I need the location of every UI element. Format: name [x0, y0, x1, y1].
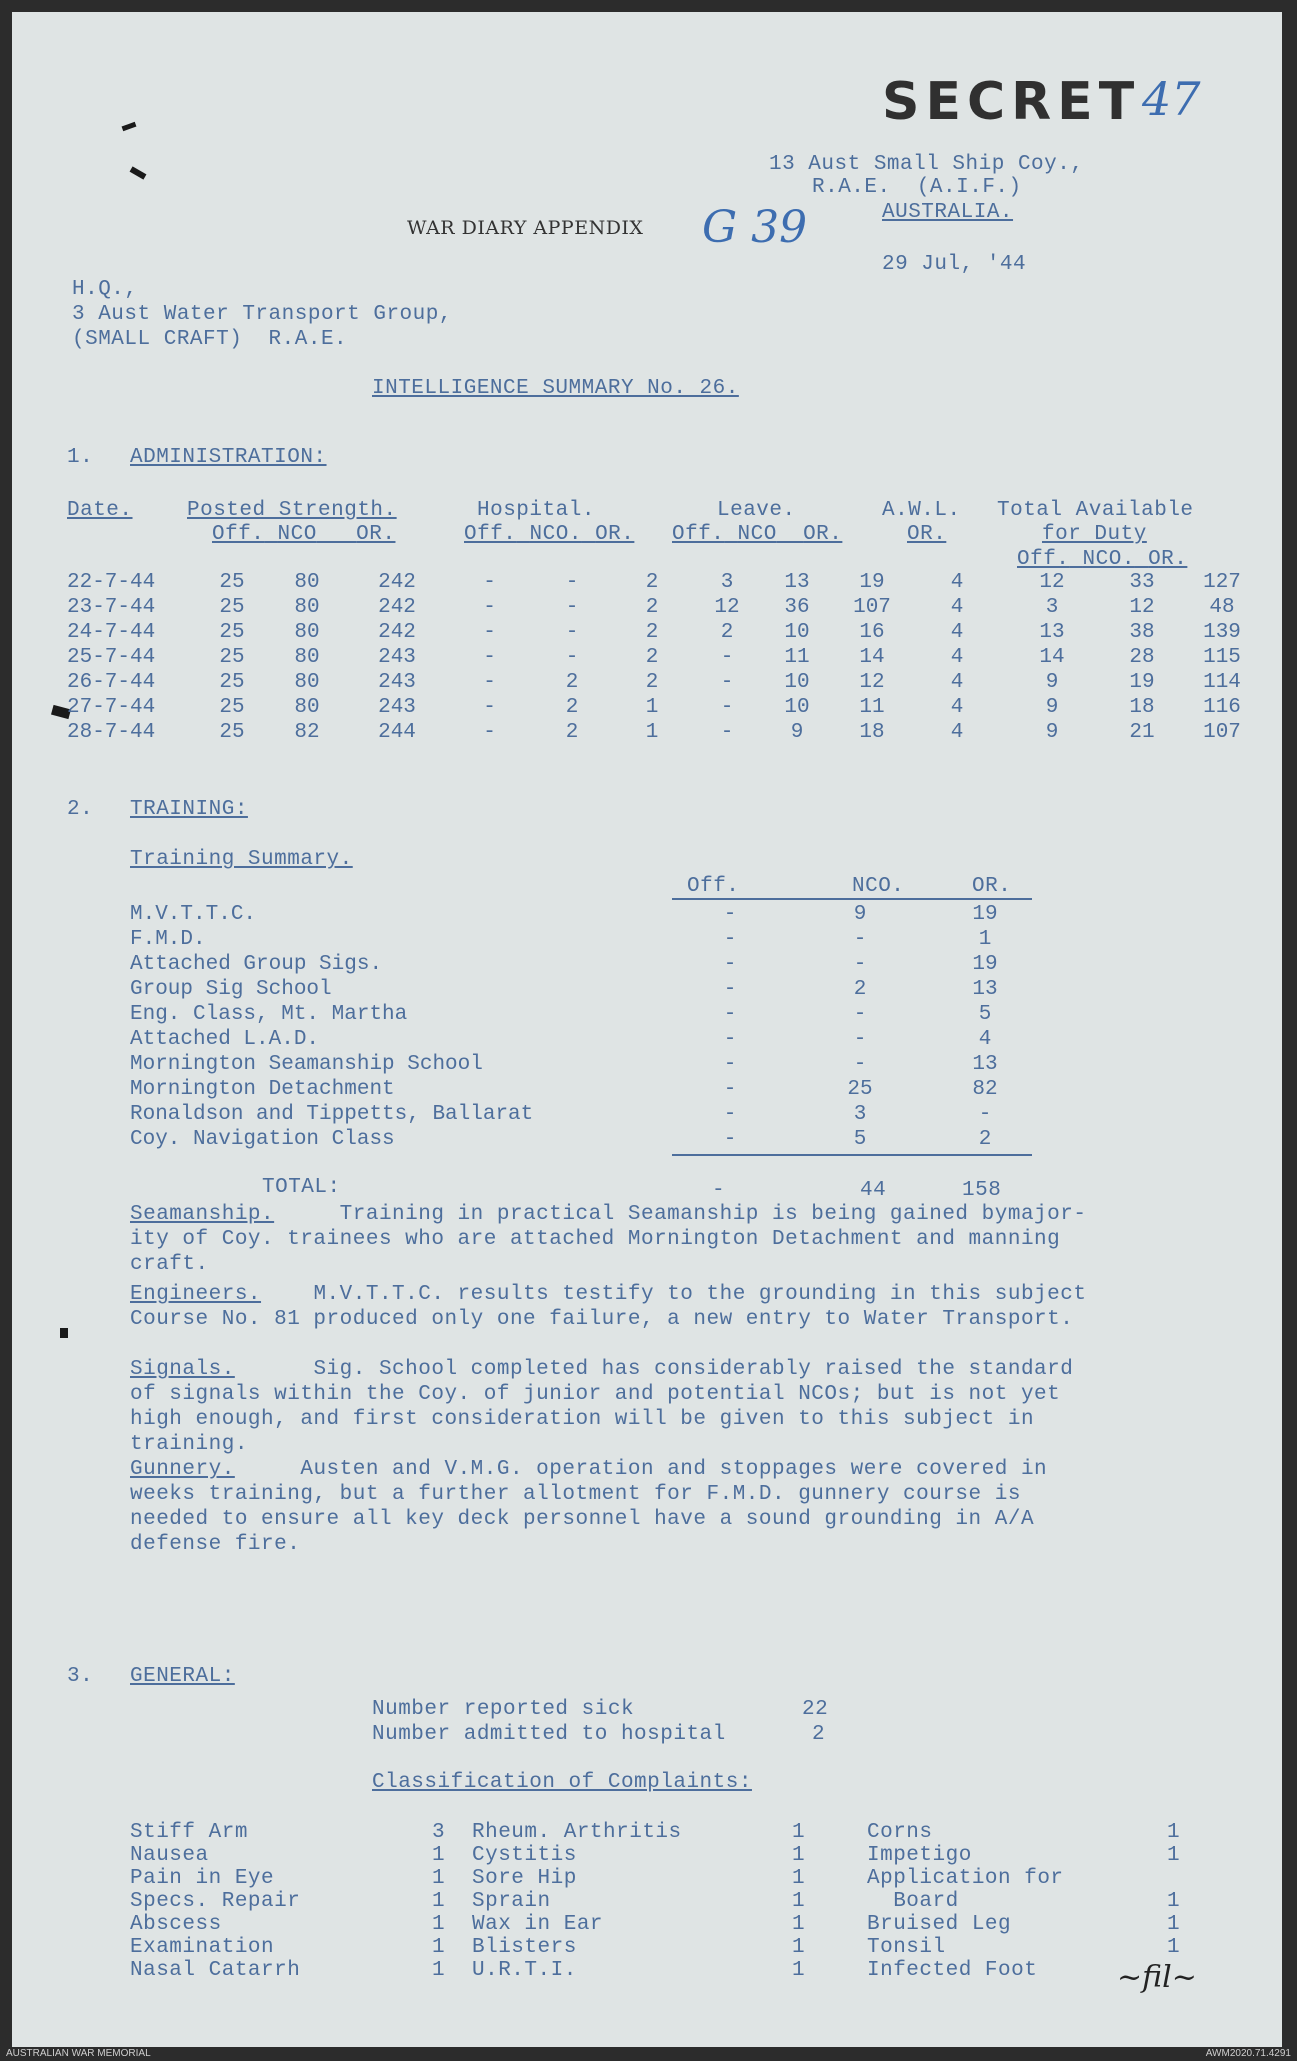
training-item-cell: Mornington Detachment [130, 1078, 395, 1101]
paragraph-text: M.V.T.T.C. results testify to the grounding in this subject [261, 1283, 1087, 1306]
admin-value-cell: - [720, 646, 734, 669]
training-value-cell: - [723, 1003, 737, 1026]
complaint-label: Rheum. Arthritis [472, 1821, 682, 1844]
training-table-row [130, 1102, 1040, 1127]
complaint-count: 1 [1167, 1844, 1181, 1867]
admin-value-cell: 25 [219, 571, 245, 594]
paragraph-line: ity of Coy. trainees who are attached Mornington Detachment and manning [130, 1228, 1061, 1251]
admin-value-cell: 9 [1045, 721, 1059, 744]
paragraph-line: defense fire. [130, 1533, 301, 1556]
admin-value-cell: 114 [1203, 671, 1241, 694]
admin-value-cell: 127 [1203, 571, 1241, 594]
admin-value-cell: 2 [645, 621, 659, 644]
unit-line-3: AUSTRALIA. [882, 201, 1014, 224]
admin-value-cell: 4 [950, 621, 964, 644]
training-table-row [130, 952, 1040, 977]
war-diary-appendix-stamp: WAR DIARY APPENDIX [407, 217, 644, 239]
col-total-header: Total Available [997, 499, 1194, 522]
appendix-code: G 39 [702, 202, 808, 253]
document-title: INTELLIGENCE SUMMARY No. 26. [372, 377, 739, 400]
complaint-label: Pain in Eye [130, 1867, 275, 1890]
paragraph-first-line [130, 1457, 1047, 1482]
admin-value-cell: 33 [1129, 571, 1155, 594]
complaint-count: 1 [792, 1844, 806, 1867]
complaint-label: Blisters [472, 1936, 577, 1959]
admin-value-cell: 2 [645, 671, 659, 694]
training-col-nco: NCO. [852, 875, 905, 898]
admin-value-cell: 25 [219, 621, 245, 644]
admin-table-row [67, 595, 1262, 620]
training-value-cell: - [723, 928, 737, 951]
paragraph-first-line [130, 1282, 1086, 1307]
admin-value-cell: 18 [859, 721, 885, 744]
training-value-cell: 9 [853, 903, 867, 926]
complaint-label: Application for [867, 1867, 1064, 1890]
complaint-label: Stiff Arm [130, 1821, 248, 1844]
admin-value-cell: - [483, 621, 496, 644]
complaint-count: 1 [432, 1867, 446, 1890]
complaint-count: 1 [1167, 1936, 1181, 1959]
complaint-label: Board [867, 1890, 959, 1913]
col-posted-header: Posted Strength. [187, 499, 397, 522]
address-line-2: 3 Aust Water Transport Group, [72, 303, 452, 326]
admin-value-cell: - [565, 596, 579, 619]
admin-table-row [67, 620, 1262, 645]
sub-header-awl: OR. [907, 523, 947, 546]
admin-value-cell: 4 [950, 596, 964, 619]
document-date: 29 Jul, '44 [882, 253, 1027, 276]
admin-value-cell: 25 [219, 646, 245, 669]
address-line-3: (SMALL CRAFT) R.A.E. [72, 328, 348, 351]
unit-line-1: 13 Aust Small Ship Coy., [769, 153, 1084, 176]
paragraph-heading: Signals. [130, 1358, 235, 1381]
training-total-or: 158 [962, 1179, 1002, 1202]
training-value-cell: 19 [972, 953, 998, 976]
complaint-count: 1 [792, 1913, 806, 1936]
complaint-count: 1 [792, 1936, 806, 1959]
complaint-count: 1 [432, 1936, 446, 1959]
training-value-cell: 25 [847, 1078, 873, 1101]
training-summary-title: Training Summary. [130, 848, 353, 871]
training-value-cell: - [853, 1053, 867, 1076]
admin-value-cell: 9 [790, 721, 804, 744]
admin-value-cell: 82 [294, 721, 320, 744]
training-value-cell: 13 [972, 1053, 998, 1076]
training-value-cell: - [723, 1078, 737, 1101]
sub-header-total: Off. NCO. OR. [1017, 548, 1188, 571]
training-value-cell: - [723, 978, 737, 1001]
training-item-cell: Ronaldson and Tippetts, Ballarat [130, 1103, 534, 1126]
admin-value-cell: 11 [784, 646, 810, 669]
training-value-cell: - [723, 953, 737, 976]
training-col-or: OR. [972, 875, 1012, 898]
complaint-label: Sore Hip [472, 1867, 577, 1890]
admin-value-cell: 243 [378, 696, 416, 719]
admin-date-cell: 25-7-44 [67, 646, 156, 669]
training-value-cell: - [723, 1028, 737, 1051]
admin-value-cell: 139 [1203, 621, 1241, 644]
sub-header-posted: Off. NCO OR. [212, 523, 396, 546]
admin-value-cell: 115 [1203, 646, 1241, 669]
admin-value-cell: 18 [1129, 696, 1155, 719]
admin-date-cell: 24-7-44 [67, 621, 156, 644]
admin-value-cell: - [483, 696, 496, 719]
complaint-count: 1 [792, 1821, 806, 1844]
admin-value-cell: 2 [565, 721, 579, 744]
admin-value-cell: 242 [378, 596, 416, 619]
paragraph-heading: Seamanship. [130, 1203, 275, 1226]
training-item-cell: Group Sig School [130, 978, 332, 1001]
complaint-count: 1 [432, 1959, 446, 1982]
administration-table [67, 570, 1262, 745]
paragraph-text: Austen and V.M.G. operation and stoppages were covered in [234, 1458, 1048, 1481]
paragraph-text: Sig. School completed has considerably raised the standard [234, 1358, 1074, 1381]
training-col-off: Off. [687, 875, 740, 898]
admin-value-cell: 2 [720, 621, 734, 644]
admin-value-cell: 243 [378, 671, 416, 694]
paragraph-line: needed to ensure all key deck personnel have a sound grounding in A/A [130, 1508, 1035, 1531]
admin-value-cell: - [565, 571, 579, 594]
admin-value-cell: 25 [219, 596, 245, 619]
admin-value-cell: - [483, 721, 496, 744]
sub-header-leave: Off. NCO OR. [672, 523, 843, 546]
admin-value-cell: - [565, 646, 579, 669]
admin-value-cell: 48 [1209, 596, 1235, 619]
training-value-cell: 19 [972, 903, 998, 926]
admin-value-cell: - [720, 721, 734, 744]
training-table-row [130, 1027, 1040, 1052]
admin-value-cell: 14 [859, 646, 885, 669]
section-3-heading: GENERAL: [130, 1665, 235, 1688]
complaint-count: 1 [1167, 1821, 1181, 1844]
complaint-count: 3 [432, 1821, 446, 1844]
training-total-off: - [712, 1179, 726, 1202]
sick-label: Number reported sick [372, 1698, 635, 1721]
admin-value-cell: 80 [294, 621, 320, 644]
paragraph-heading: Engineers. [130, 1283, 262, 1306]
admin-value-cell: - [720, 696, 734, 719]
complaint-count: 1 [792, 1890, 806, 1913]
admin-value-cell: 242 [378, 621, 416, 644]
ink-mark [130, 166, 147, 179]
admin-value-cell: - [483, 596, 496, 619]
admin-value-cell: 12 [1129, 596, 1155, 619]
training-table-row [130, 1052, 1040, 1077]
admin-value-cell: 80 [294, 696, 320, 719]
admin-table-row [67, 720, 1262, 745]
admin-value-cell: 2 [645, 646, 659, 669]
paragraph-text: Training in practical Seamanship is being gained bymajor- [274, 1203, 1087, 1226]
section-2-number: 2. [67, 798, 94, 821]
admin-value-cell: 4 [950, 571, 964, 594]
folio-number: 47 [1142, 72, 1201, 126]
admin-table-row [67, 695, 1262, 720]
training-item-cell: Attached Group Sigs. [130, 953, 383, 976]
ink-mark [60, 1328, 68, 1338]
training-item-cell: Eng. Class, Mt. Martha [130, 1003, 408, 1026]
training-value-cell: 82 [972, 1078, 998, 1101]
admin-value-cell: 13 [1039, 621, 1065, 644]
footer-right: AWM2020.71.4291 [1205, 2048, 1291, 2059]
training-table [130, 902, 1040, 1152]
col-hospital-header: Hospital. [477, 499, 595, 522]
training-value-cell: - [723, 1128, 737, 1151]
admin-value-cell: 1 [645, 696, 659, 719]
paragraph-line: high enough, and first consideration will be given to this subject in [130, 1408, 1035, 1431]
admin-value-cell: 3 [720, 571, 734, 594]
complaint-label: Specs. Repair [130, 1890, 301, 1913]
training-value-cell: 1 [978, 928, 992, 951]
training-value-cell: 5 [978, 1003, 992, 1026]
complaint-label: Wax in Ear [472, 1913, 604, 1936]
training-item-cell: Coy. Navigation Class [130, 1128, 395, 1151]
training-item-cell: F.M.D. [130, 928, 206, 951]
training-value-cell: - [723, 1103, 737, 1126]
complaint-count: 1 [1167, 1890, 1181, 1913]
admin-value-cell: 12 [1039, 571, 1065, 594]
admin-value-cell: 107 [853, 596, 891, 619]
col-total-header-2: for Duty [1042, 523, 1147, 546]
admin-value-cell: 2 [645, 596, 659, 619]
admin-date-cell: 28-7-44 [67, 721, 156, 744]
admin-value-cell: 80 [294, 571, 320, 594]
complaint-label: Infected Foot [867, 1959, 1038, 1982]
section-1-heading: ADMINISTRATION: [130, 446, 327, 469]
admin-value-cell: 243 [378, 646, 416, 669]
admin-value-cell: 11 [859, 696, 885, 719]
paragraph-line: weeks training, but a further allotment for F.M.D. gunnery course is [130, 1483, 1021, 1506]
admin-value-cell: - [483, 671, 496, 694]
training-total-label: TOTAL: [262, 1176, 341, 1199]
admin-value-cell: 116 [1203, 696, 1241, 719]
admin-value-cell: 9 [1045, 671, 1059, 694]
admin-date-cell: 22-7-44 [67, 571, 156, 594]
admin-value-cell: 10 [784, 671, 810, 694]
complaint-count: 1 [432, 1844, 446, 1867]
admin-value-cell: 25 [219, 721, 245, 744]
section-3-number: 3. [67, 1665, 94, 1688]
training-item-cell: M.V.T.T.C. [130, 903, 257, 926]
training-value-cell: 13 [972, 978, 998, 1001]
training-value-cell: - [723, 903, 737, 926]
training-value-cell: - [723, 1053, 737, 1076]
footer-left: AUSTRALIAN WAR MEMORIAL [6, 2048, 151, 2059]
col-awl-header: A.W.L. [882, 499, 961, 522]
admin-value-cell: - [565, 621, 579, 644]
handwritten-initials: ~ﬁl~ [1117, 1960, 1197, 1995]
complaint-label: Abscess [130, 1913, 222, 1936]
admin-value-cell: 12 [714, 596, 740, 619]
admin-value-cell: 4 [950, 721, 964, 744]
admin-value-cell: 4 [950, 646, 964, 669]
training-value-cell: - [853, 928, 867, 951]
complaint-label: Impetigo [867, 1844, 972, 1867]
admin-value-cell: 4 [950, 696, 964, 719]
admin-value-cell: 10 [784, 621, 810, 644]
training-value-cell: - [853, 1028, 867, 1051]
complaint-count: 1 [1167, 1913, 1181, 1936]
complaint-label: Sprain [472, 1890, 551, 1913]
hospital-value: 2 [812, 1723, 826, 1746]
complaint-label: Nausea [130, 1844, 209, 1867]
training-value-cell: - [853, 953, 867, 976]
section-2-heading: TRAINING: [130, 798, 248, 821]
admin-value-cell: - [483, 646, 496, 669]
complaint-label: U.R.T.I. [472, 1959, 577, 1982]
unit-line-2: R.A.E. (A.I.F.) [812, 176, 1022, 199]
admin-value-cell: - [483, 571, 496, 594]
training-value-cell: - [853, 1003, 867, 1026]
hospital-label: Number admitted to hospital [372, 1723, 726, 1746]
admin-value-cell: 2 [645, 571, 659, 594]
admin-value-cell: 80 [294, 646, 320, 669]
admin-value-cell: 13 [784, 571, 810, 594]
training-item-cell: Attached L.A.D. [130, 1028, 320, 1051]
admin-date-cell: 27-7-44 [67, 696, 156, 719]
training-table-row [130, 902, 1040, 927]
complaint-label: Corns [867, 1821, 933, 1844]
admin-value-cell: 38 [1129, 621, 1155, 644]
training-table-row [130, 1002, 1040, 1027]
admin-value-cell: 36 [784, 596, 810, 619]
admin-value-cell: 9 [1045, 696, 1059, 719]
admin-value-cell: 1 [645, 721, 659, 744]
admin-date-cell: 26-7-44 [67, 671, 156, 694]
training-total-rule [672, 1154, 1032, 1156]
admin-value-cell: 4 [950, 671, 964, 694]
address-line-1: H.Q., [72, 278, 138, 301]
section-1-number: 1. [67, 446, 94, 469]
col-date-header: Date. [67, 499, 133, 522]
admin-value-cell: 10 [784, 696, 810, 719]
training-total-nco: 44 [860, 1179, 887, 1202]
paragraph-line: craft. [130, 1253, 209, 1276]
admin-value-cell: 19 [1129, 671, 1155, 694]
admin-value-cell: 242 [378, 571, 416, 594]
complaint-label: Bruised Leg [867, 1913, 1012, 1936]
training-item-cell: Mornington Seamanship School [130, 1053, 483, 1076]
sick-value: 22 [802, 1698, 829, 1721]
ink-mark [122, 122, 137, 131]
admin-value-cell: 244 [378, 721, 416, 744]
complaint-count: 1 [432, 1913, 446, 1936]
training-value-cell: 4 [978, 1028, 992, 1051]
paragraph-first-line [130, 1202, 1086, 1227]
admin-value-cell: 21 [1129, 721, 1155, 744]
paragraph-line: Course No. 81 produced only one failure, a new entry to Water Transport. [130, 1308, 1074, 1331]
training-value-cell: - [978, 1103, 992, 1126]
admin-value-cell: 2 [565, 696, 579, 719]
admin-value-cell: 14 [1039, 646, 1065, 669]
admin-value-cell: 107 [1203, 721, 1241, 744]
paragraph-heading: Gunnery. [130, 1458, 235, 1481]
admin-value-cell: 80 [294, 671, 320, 694]
complaint-label: Examination [130, 1936, 275, 1959]
admin-value-cell: 3 [1045, 596, 1059, 619]
admin-value-cell: 25 [219, 671, 245, 694]
admin-value-cell: - [720, 671, 734, 694]
sub-header-hospital: Off. NCO. OR. [464, 523, 635, 546]
paragraph-first-line [130, 1357, 1073, 1382]
col-leave-header: Leave. [717, 499, 796, 522]
admin-value-cell: 2 [565, 671, 579, 694]
training-value-cell: 3 [853, 1103, 867, 1126]
complaint-label: Cystitis [472, 1844, 577, 1867]
admin-table-row [67, 670, 1262, 695]
admin-table-row [67, 645, 1262, 670]
classification-title: Classification of Complaints: [372, 1771, 752, 1794]
admin-value-cell: 80 [294, 596, 320, 619]
training-table-row [130, 977, 1040, 1002]
complaint-count: 1 [792, 1867, 806, 1890]
admin-table-row [67, 570, 1262, 595]
document-page [12, 12, 1282, 2047]
admin-value-cell: 12 [859, 671, 885, 694]
admin-value-cell: 28 [1129, 646, 1155, 669]
paragraph-line: of signals within the Coy. of junior and potential NCOs; but is not yet [130, 1383, 1061, 1406]
admin-value-cell: 25 [219, 696, 245, 719]
secret-stamp: SECRET [882, 72, 1141, 132]
complaint-count: 1 [792, 1959, 806, 1982]
training-table-row [130, 1127, 1040, 1152]
admin-value-cell: 19 [859, 571, 885, 594]
training-table-row [130, 927, 1040, 952]
paragraph-line: training. [130, 1433, 248, 1456]
admin-value-cell: 16 [859, 621, 885, 644]
admin-date-cell: 23-7-44 [67, 596, 156, 619]
complaint-label: Nasal Catarrh [130, 1959, 301, 1982]
training-table-row [130, 1077, 1040, 1102]
training-value-cell: 2 [853, 978, 867, 1001]
complaint-label: Tonsil [867, 1936, 946, 1959]
training-header-rule [672, 898, 1032, 900]
training-value-cell: 2 [978, 1128, 992, 1151]
training-value-cell: 5 [853, 1128, 867, 1151]
complaint-count: 1 [432, 1890, 446, 1913]
